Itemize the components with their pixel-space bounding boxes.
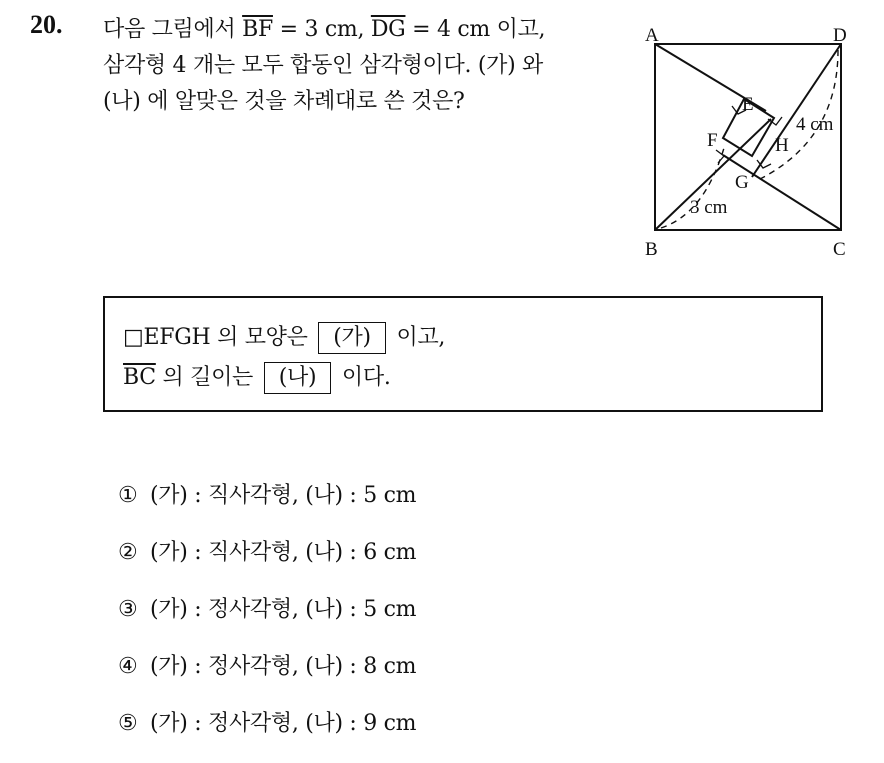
label-a: A <box>645 25 659 46</box>
box-text: 이고, <box>389 325 446 350</box>
segment-bc: $\overline{BC}$ <box>123 365 156 390</box>
answer-choices <box>118 478 416 763</box>
label-f: F <box>707 130 718 151</box>
box-line-1 <box>123 320 445 354</box>
label-h: H <box>775 135 789 156</box>
choice-text: (가) : 정사각형, (나) : 9 cm <box>150 711 417 736</box>
box-text: □EFGH 의 모양은 <box>123 325 315 350</box>
stem-line-2: 삼각형 4 개는 모두 합동인 삼각형이다. (가) 와 <box>103 53 543 78</box>
choice-mark: ⑤ <box>118 711 138 736</box>
label-c: C <box>833 239 846 260</box>
choice-3[interactable] <box>118 592 416 649</box>
stem-line-3: (나) 에 알맞은 것을 차례대로 쓴 것은? <box>103 89 465 114</box>
question-stem <box>103 12 623 120</box>
length-label-bf: 3 cm <box>690 197 728 218</box>
square-diagram <box>636 14 862 266</box>
box-line-2 <box>123 360 391 394</box>
choice-text: (가) : 직사각형, (나) : 6 cm <box>150 540 417 565</box>
choice-4[interactable] <box>118 649 416 706</box>
choice-2[interactable] <box>118 535 416 592</box>
label-g: G <box>735 172 749 193</box>
box-text: 이다. <box>335 365 391 390</box>
condition-box <box>103 296 823 412</box>
geometry-figure <box>636 14 862 266</box>
choice-mark: ① <box>118 483 138 508</box>
choice-text: (가) : 정사각형, (나) : 5 cm <box>150 597 417 622</box>
length-label-dg: 4 cm <box>796 114 834 135</box>
choice-1[interactable] <box>118 478 416 535</box>
choice-mark: ④ <box>118 654 138 679</box>
box-text: 의 길이는 <box>155 365 260 390</box>
question-number: 20. <box>30 10 63 39</box>
choice-mark: ② <box>118 540 138 565</box>
segment-dg: $\overline{DG}$ <box>370 17 406 42</box>
choice-mark: ③ <box>118 597 138 622</box>
label-e: E <box>742 94 754 115</box>
stem-line-1 <box>103 12 623 48</box>
segment-bf: $\overline{BF}$ <box>242 17 273 42</box>
stem-text: 다음 그림에서 <box>103 17 243 42</box>
label-b: B <box>645 239 658 260</box>
choice-5[interactable] <box>118 706 416 763</box>
choice-text: (가) : 정사각형, (나) : 8 cm <box>150 654 417 679</box>
stem-text: = 4 cm 이고, <box>405 17 546 42</box>
label-d: D <box>833 25 847 46</box>
stem-text: = 3 cm, <box>272 17 371 42</box>
blank-ga: (가) <box>318 322 386 354</box>
choice-text: (가) : 직사각형, (나) : 5 cm <box>150 483 417 508</box>
blank-na: (나) <box>264 362 332 394</box>
